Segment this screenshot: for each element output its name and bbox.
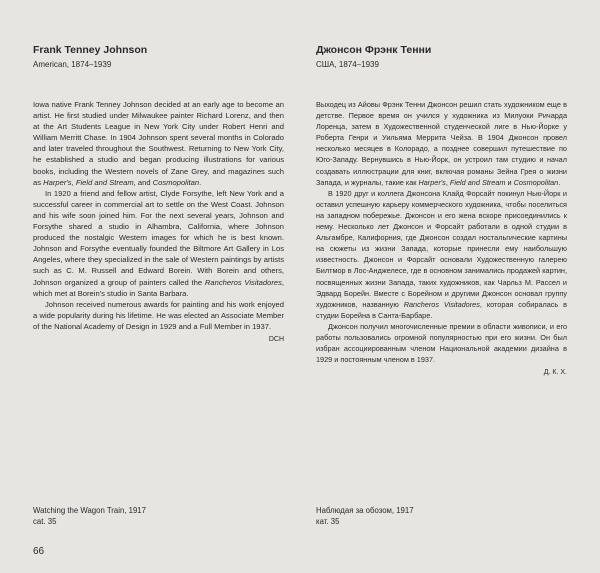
biography-en: [33, 99, 284, 345]
artist-lifespan-en: American, 1874–1939: [33, 60, 112, 69]
artist-name-ru: Джонсон Фрэнк Тенни: [316, 44, 432, 56]
caption-cat-ru: кат. 35: [316, 517, 340, 526]
paragraph-3-ru: Джонсон получил многочисленные премии в области живописи, и его работы пользовались огромной популярностью при его жизни. Он был избран ассоциированным членом Национальной академии дизайна в 1929 и постоянным членом в 1937.: [316, 321, 567, 365]
caption-title-en: Watching the Wagon Train, 1917: [33, 506, 146, 515]
caption-title-ru: Наблюдая за обозом, 1917: [316, 506, 414, 515]
author-initials-ru: Д. К. Х.: [543, 369, 567, 377]
russian-heading: [316, 44, 566, 70]
paragraph-1-ru: Выходец из Айовы Фрэнк Тенни Джонсон решил стать художником еще в детстве. Первое время он учился у художника из Милуоки Ричарда Лоренца, затем в Художественной студенческой лиге в Нью-Йорке у Роберта Генри и Уильяма Меррита Чейза. В 1904 Джонсон провел несколько месяцев в Колорадо, а позднее совершил путешествие по Юго-Западу. Вернувшись в Нью-Йорк, он устроил там студию и начал создавать иллюстрации для книг, включая романы Зейна Грея о жизни Запада, и журналы, такие как Harper's, Field and Stream и Cosmopolitan.: [316, 100, 567, 187]
english-heading: [33, 44, 283, 70]
paragraph-2-en: In 1920 a friend and fellow artist, Clyde Forsythe, left New York and a successful career in commercial art to settle on the West Coast. Johnson and his wife soon joined him. For the next several years, Johnson and Forsythe shared a studio in Alhambra, California, where Johnson produced the nostalgic Western images for which he is best known. Johnson and Forsythe eventually founded the Biltmore Art Gallery in Los Angeles, where they specialized in the sale of Western paintings by artists such as C. M. Russell and Edward Borein. With Borein and others, Johnson organized a group of painters called the Rancheros Visitadores, which met at Borein's studio in Santa Barbara.: [33, 188, 284, 298]
caption-en: [33, 505, 146, 527]
biography-ru: [316, 99, 567, 378]
artist-name-en: Frank Tenney Johnson: [33, 44, 148, 56]
paragraph-2-ru: В 1920 друг и коллега Джонсона Клайд Форсайт покинул Нью-Йорк и оставил успешную карьеру коммерческого художника, чтобы поселиться на западном побережье. Джонсон и его жена вскоре присоединились к нему. Несколько лет Джонсон и Форсайт работали в одной студии в Альгамбре, Калифорния, где Джонсон создал ностальгические картины на сюжеты из жизни Запада, которые принесли ему наибольшую известность. Джонсон и Форсайт основали Художественную галерею Билтмор в Лос-Анджелесе, где в основном занимались продажей картин, посвященных жизни Запада, таких художников, как Чарльз М. Рассел и Эдвард Борейн. Вместе с Борейном и другими Джонсон основал группу художников, названную Rancheros Visitadores, которая собиралась в студии Борейна в Санта-Барбаре.: [316, 188, 568, 320]
author-initials-en: DCH: [268, 335, 284, 343]
page-number: 66: [33, 546, 45, 557]
artist-lifespan-ru: США, 1874–1939: [316, 60, 379, 69]
paragraph-3-en: Johnson received numerous awards for painting and his work enjoyed a wide popularity during his lifetime. He was elected an Associate Member of the National Academy of Design in 1929 and a Full Member in 1937.: [33, 299, 284, 331]
caption-cat-en: cat. 35: [33, 517, 57, 526]
caption-ru: [316, 505, 414, 527]
paragraph-1-en: Iowa native Frank Tenney Johnson decided at an early age to become an artist. He first studied under Milwaukee painter Richard Lorenz, and then at the Art Students League in New York City under Robert Henri and William Merritt Chase. In 1904 Johnson spent several months in Colorado and later traveled throughout the Southwest. Returning to New York City, he established a studio and began producing illustrations for various books, including the Western novels of Zane Grey, and magazines such as Harper's, Field and Stream, and Cosmopolitan.: [33, 100, 284, 187]
